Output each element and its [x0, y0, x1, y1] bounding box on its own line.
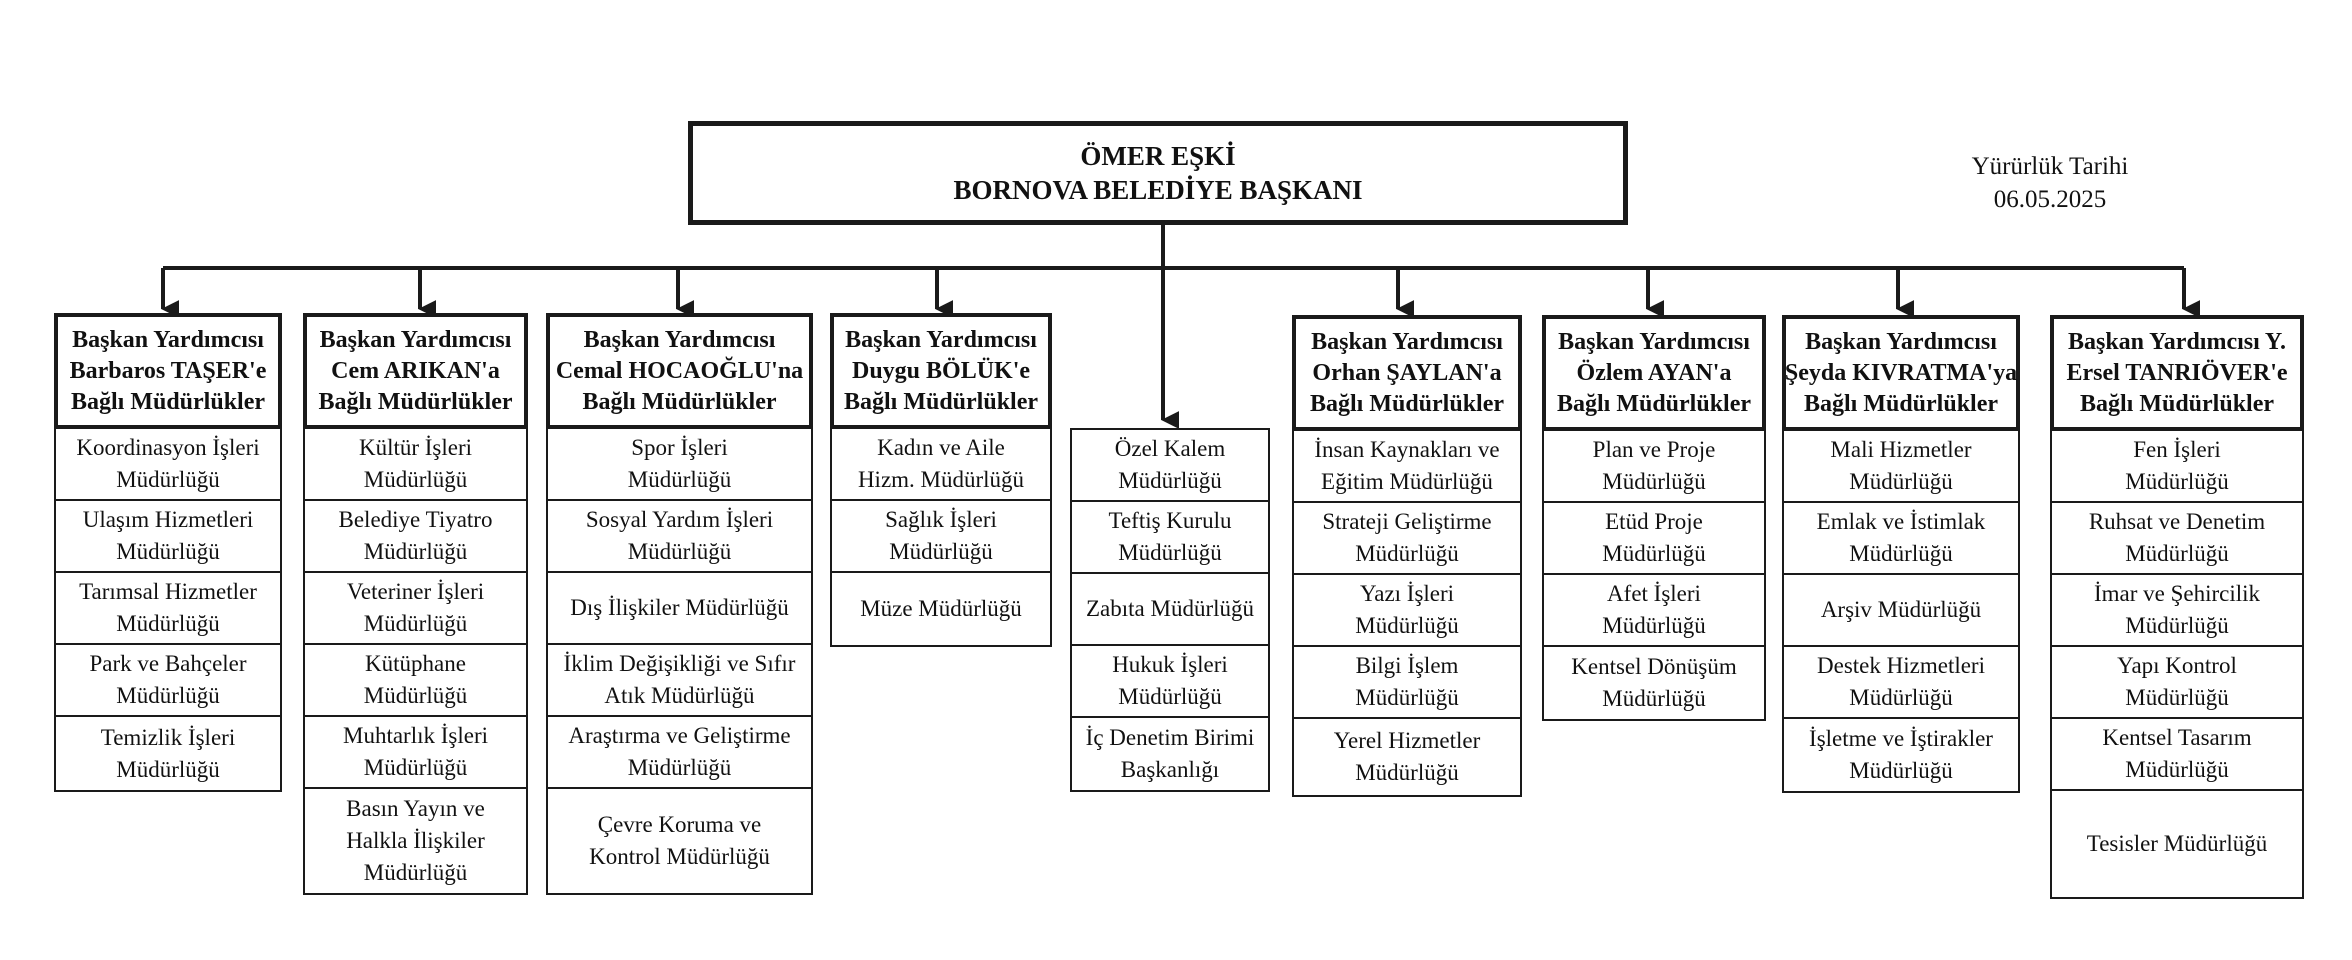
deputy-column-taser	[54, 313, 282, 792]
unit-box: Kütüphane Müdürlüğü	[305, 645, 526, 717]
deputy-column-arikan	[303, 313, 528, 895]
deputy-column-boluk	[830, 313, 1052, 647]
unit-box: Park ve Bahçeler Müdürlüğü	[56, 645, 280, 717]
unit-list	[1292, 431, 1522, 797]
unit-box: Koordinasyon İşleri Müdürlüğü	[56, 429, 280, 501]
effective-date-label: Yürürlük Tarihi	[1971, 153, 2129, 180]
unit-box: Bilgi İşlem Müdürlüğü	[1294, 647, 1520, 719]
unit-list	[1542, 431, 1766, 721]
deputy-heading: Başkan Yardımcısı Şeyda KIVRATMA'ya Bağlı Müdürlükler	[1782, 315, 2020, 431]
unit-box: Kentsel Dönüşüm Müdürlüğü	[1571, 654, 1737, 711]
unit-box: Araştırma ve Geliştirme Müdürlüğü	[548, 717, 811, 789]
unit-box: Hukuk İşleri Müdürlüğü	[1072, 646, 1268, 718]
unit-box: Tesisler Müdürlüğü	[2086, 831, 2268, 856]
unit-list	[546, 429, 813, 895]
mayor-title: BORNOVA BELEDİYE BAŞKANI	[953, 175, 1363, 205]
unit-box: İç Denetim Birimi Başkanlığı	[1085, 725, 1255, 782]
unit-box: Mali Hizmetler Müdürlüğü	[1784, 431, 2018, 503]
unit-box: Basın Yayın ve Halkla İlişkiler Müdürlüğü	[346, 796, 485, 885]
deputy-heading: Başkan Yardımcısı Cemal HOCAOĞLU'na Bağlı Müdürlükler	[546, 313, 813, 429]
unit-box: Dış İlişkiler Müdürlüğü	[548, 573, 811, 645]
unit-box: Ruhsat ve Denetim Müdürlüğü	[2052, 503, 2302, 575]
unit-list	[2050, 431, 2304, 899]
unit-box: Sağlık İşleri Müdürlüğü	[832, 501, 1050, 573]
unit-box: Etüd Proje Müdürlüğü	[1544, 503, 1764, 575]
unit-box: Arşiv Müdürlüğü	[1784, 575, 2018, 647]
unit-box: Tarımsal Hizmetler Müdürlüğü	[56, 573, 280, 645]
unit-list	[1782, 431, 2020, 793]
deputy-column-saylan	[1292, 315, 1522, 797]
unit-box: Ulaşım Hizmetleri Müdürlüğü	[56, 501, 280, 573]
unit-box: Yazı İşleri Müdürlüğü	[1294, 575, 1520, 647]
unit-box: İmar ve Şehircilik Müdürlüğü	[2052, 575, 2302, 647]
deputy-heading: Başkan Yardımcısı Y. Ersel TANRIÖVER'e Bağlı Müdürlükler	[2050, 315, 2304, 431]
mayor-name: ÖMER EŞKİ	[1080, 141, 1236, 171]
unit-box: Zabıta Müdürlüğü	[1072, 574, 1268, 646]
unit-list	[54, 429, 282, 792]
unit-box: Veteriner İşleri Müdürlüğü	[305, 573, 526, 645]
unit-box: Muhtarlık İşleri Müdürlüğü	[305, 717, 526, 789]
deputy-column-kivratma	[1782, 315, 2020, 793]
unit-box: Çevre Koruma ve Kontrol Müdürlüğü	[589, 812, 770, 869]
unit-box: İnsan Kaynakları ve Eğitim Müdürlüğü	[1294, 431, 1520, 503]
deputy-heading: Başkan Yardımcısı Orhan ŞAYLAN'a Bağlı Müdürlükler	[1292, 315, 1522, 431]
unit-box: İklim Değişikliği ve Sıfır Atık Müdürlüğü	[548, 645, 811, 717]
mayor-box	[688, 121, 1628, 225]
effective-date-value: 06.05.2025	[1993, 186, 2107, 213]
unit-box: Destek Hizmetleri Müdürlüğü	[1784, 647, 2018, 719]
unit-box: Plan ve Proje Müdürlüğü	[1544, 431, 1764, 503]
unit-box: Yapı Kontrol Müdürlüğü	[2052, 647, 2302, 719]
unit-box: Yerel Hizmetler Müdürlüğü	[1333, 728, 1481, 785]
unit-box: Müze Müdürlüğü	[860, 596, 1022, 621]
unit-box: Kültür İşleri Müdürlüğü	[305, 429, 526, 501]
unit-list	[1070, 428, 1270, 792]
deputy-column-tanriover	[2050, 315, 2304, 899]
mayor-units-column	[1070, 428, 1270, 792]
deputy-heading: Başkan Yardımcısı Cem ARIKAN'a Bağlı Müdürlükler	[303, 313, 528, 429]
unit-box: Teftiş Kurulu Müdürlüğü	[1072, 502, 1268, 574]
deputy-column-hocaoglu	[546, 313, 813, 895]
unit-box: Strateji Geliştirme Müdürlüğü	[1294, 503, 1520, 575]
unit-box: Kentsel Tasarım Müdürlüğü	[2052, 719, 2302, 791]
effective-date	[1950, 150, 2150, 216]
unit-box: Emlak ve İstimlak Müdürlüğü	[1784, 503, 2018, 575]
deputy-heading: Başkan Yardımcısı Barbaros TAŞER'e Bağlı Müdürlükler	[54, 313, 282, 429]
deputy-heading: Başkan Yardımcısı Özlem AYAN'a Bağlı Müdürlükler	[1542, 315, 1766, 431]
unit-box: Sosyal Yardım İşleri Müdürlüğü	[548, 501, 811, 573]
deputy-column-ayan	[1542, 315, 1766, 721]
unit-box: Spor İşleri Müdürlüğü	[548, 429, 811, 501]
unit-list	[830, 429, 1052, 647]
unit-box: Temizlik İşleri Müdürlüğü	[100, 724, 236, 782]
unit-list	[303, 429, 528, 895]
unit-box: Özel Kalem Müdürlüğü	[1072, 430, 1268, 502]
unit-box: İşletme ve İştirakler Müdürlüğü	[1809, 726, 1993, 783]
unit-box: Fen İşleri Müdürlüğü	[2052, 431, 2302, 503]
unit-box: Afet İşleri Müdürlüğü	[1544, 575, 1764, 647]
unit-box: Kadın ve Aile Hizm. Müdürlüğü	[832, 429, 1050, 501]
deputy-heading: Başkan Yardımcısı Duygu BÖLÜK'e Bağlı Müdürlükler	[830, 313, 1052, 429]
unit-box: Belediye Tiyatro Müdürlüğü	[305, 501, 526, 573]
